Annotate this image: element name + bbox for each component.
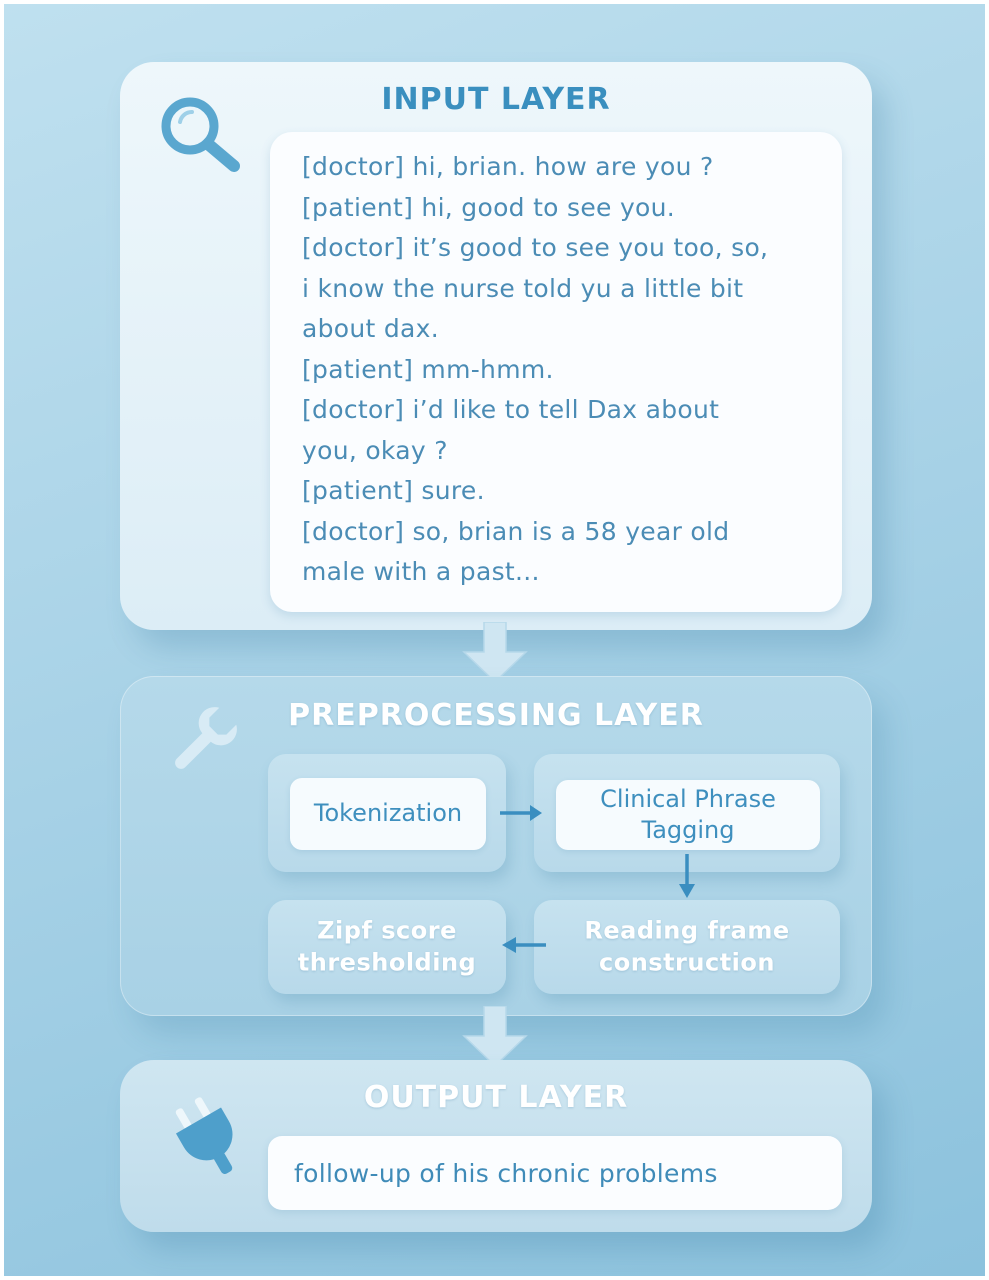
dialogue-line: [doctor] so, brian is a 58 year old — [302, 517, 730, 546]
output-layer-panel — [120, 1060, 872, 1232]
preprocessing-layer-panel — [120, 676, 872, 1016]
clinical-phrase-tagging-box — [556, 780, 820, 850]
input-layer-panel — [120, 62, 872, 630]
reading-frame-construction-label — [534, 915, 840, 980]
dialogue-line: you, okay ? — [302, 436, 448, 465]
flow-arrow-down-icon — [460, 1006, 530, 1068]
zipf-score-thresholding-label-line: Zipf score — [317, 916, 457, 945]
preprocessing-layer-title: PREPROCESSING LAYER — [288, 698, 704, 733]
reading-frame-construction-label-line: construction — [599, 949, 775, 977]
dialogue-line: [doctor] it’s good to see you too, so, — [302, 233, 769, 262]
reading-frame-construction-step — [534, 900, 840, 994]
dialogue-line: [doctor] hi, brian. how are you ? — [302, 152, 714, 181]
dialogue-line: [patient] hi, good to see you. — [302, 193, 676, 222]
clinical-phrase-tagging-label-line: Tagging — [641, 816, 735, 844]
zipf-score-thresholding-label — [268, 915, 506, 980]
dialogue-line: [patient] mm-hmm. — [302, 355, 554, 384]
flow-arrow-down-icon — [460, 622, 530, 684]
dialogue-line: [patient] sure. — [302, 476, 485, 505]
input-layer-title: INPUT LAYER — [381, 82, 611, 117]
tokenization-step — [268, 754, 506, 872]
clinical-phrase-tagging-label-line: Clinical Phrase — [600, 784, 776, 813]
dialogue-line: about dax. — [302, 314, 440, 343]
diagram-canvas — [4, 4, 985, 1276]
reading-frame-construction-label-line: Reading frame — [584, 916, 790, 945]
dialogue-transcript-box — [270, 132, 842, 612]
tokenization-label: Tokenization — [290, 778, 486, 850]
zipf-score-thresholding-label-line: thresholding — [297, 949, 477, 977]
arrow-right-icon — [498, 802, 544, 824]
arrow-down-icon — [676, 852, 698, 900]
dialogue-line: [doctor] i’d like to tell Dax about — [302, 395, 720, 424]
output-layer-title: OUTPUT LAYER — [363, 1080, 629, 1115]
zipf-score-thresholding-step — [268, 900, 506, 994]
dialogue-line: male with a past... — [302, 557, 540, 586]
output-result-box: follow-up of his chronic problems — [268, 1136, 842, 1210]
dialogue-line: i know the nurse told yu a little bit — [302, 274, 744, 303]
arrow-left-icon — [500, 934, 548, 956]
